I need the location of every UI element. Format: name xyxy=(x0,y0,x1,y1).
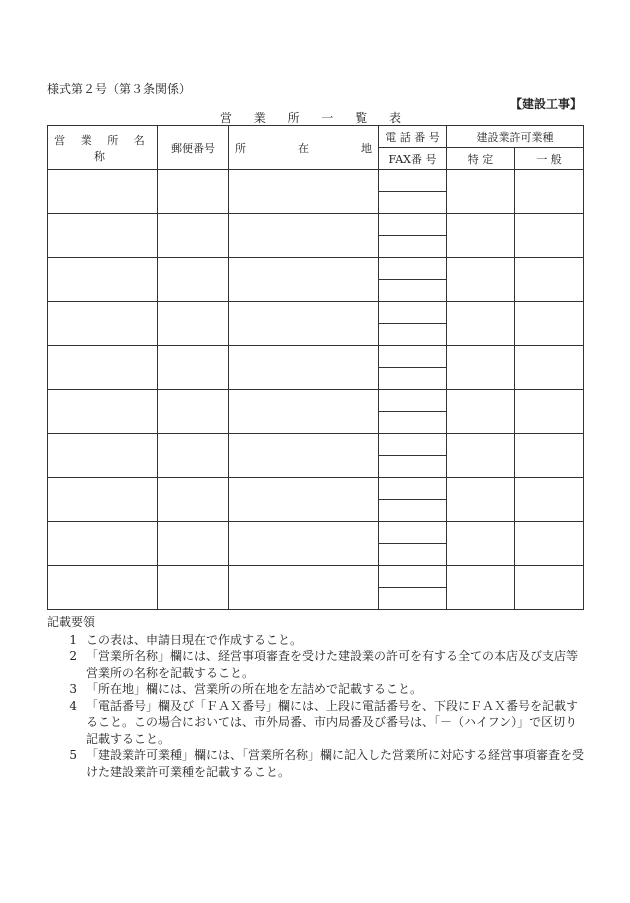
address-cell[interactable] xyxy=(229,434,379,478)
specific-cell[interactable] xyxy=(447,478,515,522)
specific-cell[interactable] xyxy=(447,346,515,390)
instructions xyxy=(47,614,587,780)
instructions-list xyxy=(47,632,587,781)
fax-cell[interactable] xyxy=(379,192,447,214)
instruction-number: 4 xyxy=(69,698,77,713)
header-general: 一 般 xyxy=(515,148,584,170)
postal-code-cell[interactable] xyxy=(158,478,229,522)
instruction-text: 「営業所名称」欄には、経営事項審査を受けた建設業の許可を有する全ての本店及び支店等営業所の名称を記載すること。 xyxy=(86,649,579,680)
general-cell[interactable] xyxy=(515,522,584,566)
phone-cell[interactable] xyxy=(379,170,447,192)
table-row xyxy=(48,258,584,280)
header-permit-type: 建設業許可業種 xyxy=(447,126,584,148)
instruction-item xyxy=(47,632,587,649)
instruction-item xyxy=(47,681,587,698)
postal-code-cell[interactable] xyxy=(158,258,229,302)
header-address-mid: 在 xyxy=(298,141,309,155)
table-row xyxy=(48,214,584,236)
office-name-cell[interactable] xyxy=(48,390,158,434)
instruction-number: 5 xyxy=(69,748,77,762)
specific-cell[interactable] xyxy=(447,302,515,346)
specific-cell[interactable] xyxy=(447,170,515,214)
phone-cell[interactable] xyxy=(379,346,447,368)
instruction-number: 1 xyxy=(69,632,77,647)
office-name-cell[interactable] xyxy=(48,566,158,610)
form-number: 様式第２号（第３条関係） xyxy=(47,82,192,96)
office-name-cell[interactable] xyxy=(48,478,158,522)
header-address-left: 所 xyxy=(235,141,246,155)
specific-cell[interactable] xyxy=(447,214,515,258)
general-cell[interactable] xyxy=(515,478,584,522)
header-office-name: 営 業 所 名 称 xyxy=(48,126,158,170)
office-name-cell[interactable] xyxy=(48,434,158,478)
table-row xyxy=(48,346,584,368)
phone-cell[interactable] xyxy=(379,434,447,456)
postal-code-cell[interactable] xyxy=(158,566,229,610)
general-cell[interactable] xyxy=(515,346,584,390)
header-address xyxy=(229,126,379,170)
postal-code-cell[interactable] xyxy=(158,302,229,346)
phone-cell[interactable] xyxy=(379,566,447,588)
instruction-item xyxy=(47,648,587,681)
instruction-text: この表は、申請日現在で作成すること。 xyxy=(86,632,303,647)
header-postal-code: 郵便番号 xyxy=(158,126,229,170)
office-list-table xyxy=(47,125,584,610)
office-name-cell[interactable] xyxy=(48,258,158,302)
specific-cell[interactable] xyxy=(447,258,515,302)
instruction-number: 3 xyxy=(69,682,77,696)
table-row xyxy=(48,566,584,588)
fax-cell[interactable] xyxy=(379,588,447,610)
instruction-text: 「建設業許可業種」欄には、「営業所名称」欄に記入した営業所に対応する経営事項審査を受けた建設業許可業種を記載すること。 xyxy=(86,748,585,779)
address-cell[interactable] xyxy=(229,258,379,302)
phone-cell[interactable] xyxy=(379,390,447,412)
address-cell[interactable] xyxy=(229,478,379,522)
office-name-cell[interactable] xyxy=(48,522,158,566)
header-phone: 電 話 番 号 xyxy=(379,126,447,148)
table-row xyxy=(48,390,584,412)
specific-cell[interactable] xyxy=(447,522,515,566)
general-cell[interactable] xyxy=(515,170,584,214)
address-cell[interactable] xyxy=(229,390,379,434)
table-row xyxy=(48,302,584,324)
postal-code-cell[interactable] xyxy=(158,346,229,390)
fax-cell[interactable] xyxy=(379,236,447,258)
general-cell[interactable] xyxy=(515,390,584,434)
general-cell[interactable] xyxy=(515,258,584,302)
address-cell[interactable] xyxy=(229,566,379,610)
header-address-right: 地 xyxy=(361,141,372,155)
category-label: 【建設工事】 xyxy=(509,97,582,111)
postal-code-cell[interactable] xyxy=(158,170,229,214)
fax-cell[interactable] xyxy=(379,544,447,566)
address-cell[interactable] xyxy=(229,302,379,346)
address-cell[interactable] xyxy=(229,346,379,390)
general-cell[interactable] xyxy=(515,566,584,610)
instructions-heading: 記載要領 xyxy=(47,615,96,629)
page-title: 営 業 所 一 覧 表 xyxy=(219,111,411,125)
instruction-number: 2 xyxy=(69,649,77,663)
office-name-cell[interactable] xyxy=(48,346,158,390)
phone-cell[interactable] xyxy=(379,258,447,280)
postal-code-cell[interactable] xyxy=(158,390,229,434)
table-row xyxy=(48,170,584,192)
fax-cell[interactable] xyxy=(379,500,447,522)
fax-cell[interactable] xyxy=(379,412,447,434)
specific-cell[interactable] xyxy=(447,434,515,478)
table-row xyxy=(48,522,584,544)
office-name-cell[interactable] xyxy=(48,170,158,214)
general-cell[interactable] xyxy=(515,214,584,258)
office-name-cell[interactable] xyxy=(48,302,158,346)
specific-cell[interactable] xyxy=(447,566,515,610)
address-cell[interactable] xyxy=(229,522,379,566)
phone-cell[interactable] xyxy=(379,522,447,544)
specific-cell[interactable] xyxy=(447,390,515,434)
fax-cell[interactable] xyxy=(379,324,447,346)
instruction-text: 「所在地」欄には、営業所の所在地を左詰めで記載すること。 xyxy=(86,682,423,696)
phone-cell[interactable] xyxy=(379,302,447,324)
phone-cell[interactable] xyxy=(379,214,447,236)
instruction-item xyxy=(47,698,587,748)
fax-cell[interactable] xyxy=(379,368,447,390)
table-body xyxy=(48,170,584,610)
table-row xyxy=(48,478,584,500)
general-cell[interactable] xyxy=(515,302,584,346)
general-cell[interactable] xyxy=(515,434,584,478)
header-fax: FAX番 号 xyxy=(379,148,447,170)
postal-code-cell[interactable] xyxy=(158,214,229,258)
header-specific: 特 定 xyxy=(447,148,515,170)
postal-code-cell[interactable] xyxy=(158,522,229,566)
address-cell[interactable] xyxy=(229,170,379,214)
instruction-text: 「電話番号」欄及び「ＦＡＸ番号」欄には、上段に電話番号を、下段にＦＡＸ番号を記載すること。この場合においては、市外局番、市内局番及び番号は、「－（ハイフン）」で区切り記載すること。 xyxy=(86,698,579,746)
office-name-cell[interactable] xyxy=(48,214,158,258)
instruction-item xyxy=(47,747,587,780)
postal-code-cell[interactable] xyxy=(158,434,229,478)
table-row xyxy=(48,434,584,456)
fax-cell[interactable] xyxy=(379,456,447,478)
fax-cell[interactable] xyxy=(379,280,447,302)
phone-cell[interactable] xyxy=(379,478,447,500)
address-cell[interactable] xyxy=(229,214,379,258)
